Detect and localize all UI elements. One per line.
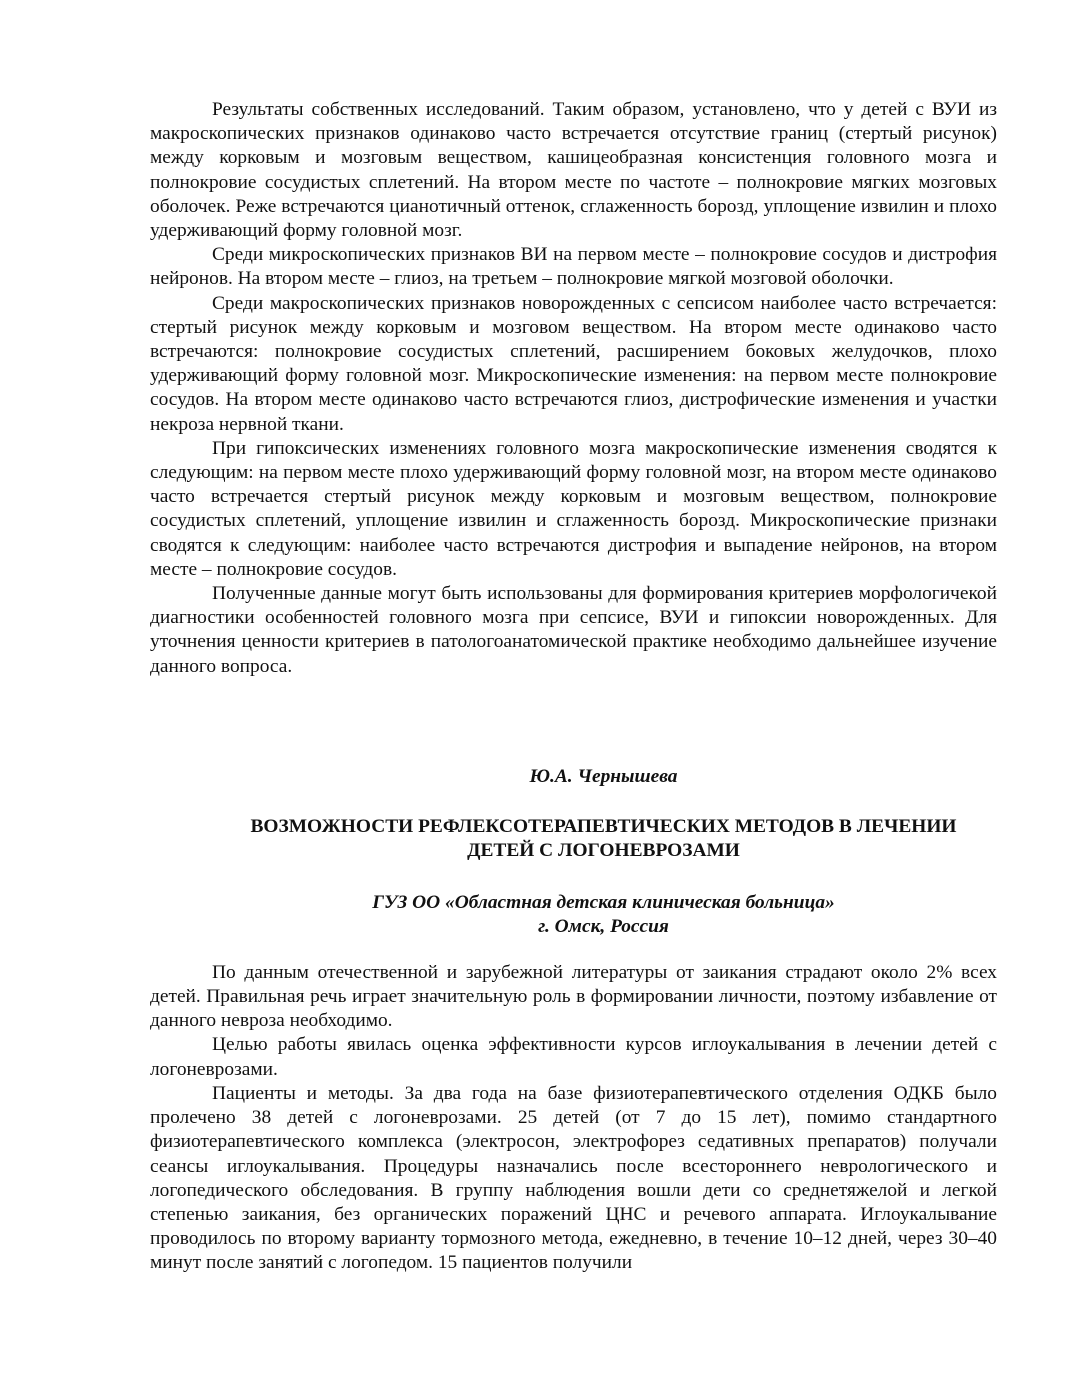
prev-paragraph-1: Результаты собственных исследований. Таким образом, установлено, что у детей с ВУИ из макроскопических признаков одинаково часто встречается отсутствие границ (стертый рисунок) между корковым и мозговым веществом, кашицеобразная консистенция головного мозга и полнокровие сосудистых сплетений. На втором месте по частоте – полнокровие мягких мозговых оболочек. Реже встречаются цианотичный оттенок, сглаженность борозд, уплощение извилин и плохо удерживающий форму головной мозг. xyxy=(150,99,997,242)
article-title-line-1: ВОЗМОЖНОСТИ РЕФЛЕКСОТЕРАПЕВТИЧЕСКИХ МЕТОДОВ В ЛЕЧЕНИИ xyxy=(250,815,957,837)
article-paragraph-1: По данным отечественной и зарубежной литературы от заикания страдают около 2% всех детей. Правильная речь играет значительную роль в формировании личности, поэтому избавление от данного невроза необходимо. xyxy=(150,961,997,1032)
prev-paragraph-2: Среди микроскопических признаков ВИ на первом месте – полнокровие сосудов и дистрофия нейронов. На втором месте – глиоз, на третьем – полнокровие мягкой мозговой оболочки. xyxy=(150,244,997,290)
section-gap xyxy=(150,679,997,765)
header-gap xyxy=(150,939,997,961)
article-title xyxy=(150,815,997,863)
prev-paragraph-3: Среди макроскопических признаков новорожденных с сепсисом наиболее часто встречается: стертый рисунок между корковым и мозговом веществом. На втором месте одинаково часто встречаются: полнокровие сосудистых сплетений, расширением боковых желудочков, плохо удерживающий форму головной мозг. Микроскопические изменения: на первом месте полнокровие сосудов. На втором месте одинаково часто встречаются глиоз, дистрофические изменения и участки некроза нервной ткани. xyxy=(150,292,997,435)
article-paragraph-3: Пациенты и методы. За два года на базе физиотерапевтического отделения ОДКБ было пролечено 38 детей с логоневрозами. 25 детей (от 7 до 15 лет), помимо стандартного физиотерапевтического комплекса (электросон, электрофорез седативных препаратов) получали сеансы иглоукалывания. Процедуры назначались после всестороннего неврологического и логопедического обследования. В группу наблюдения вошли дети со среднетяжелой и легкой степенью заикания, без органических поражений ЦНС и речевого аппарата. Иглоукалывание проводилось по второму варианту тормозного метода, ежедневно, в течение 10–12 дней, через 30–40 минут после занятий с логопедом. 15 пациентов получили xyxy=(150,1082,997,1274)
article-author: Ю.А. Чернышева xyxy=(529,765,678,787)
article-title-line-2: ДЕТЕЙ С ЛОГОНЕВРОЗАМИ xyxy=(467,839,740,861)
article-affiliation xyxy=(150,891,997,939)
affiliation-institution: ГУЗ ОО «Областная детская клиническая больница» xyxy=(372,891,835,913)
article-paragraph-2: Целью работы явилась оценка эффективности курсов иглоукалывания в лечении детей с логоневрозами. xyxy=(150,1034,997,1080)
prev-paragraph-5: Полученные данные могут быть использованы для формирования критериев морфологичекой диагностики особенностей головного мозга при сепсисе, ВУИ и гипоксии новорожденных. Для уточнения ценности критериев в патологоанатомической практике необходимо дальнейшее изучение данного вопроса. xyxy=(150,583,997,677)
prev-paragraph-4: При гипоксических изменениях головного мозга макроскопические изменения сводятся к следующим: на первом месте плохо удерживающий форму головной мозг, на втором месте одинаково часто встречается стертый рисунок между корковым и мозговым веществом, полнокровие сосудистых сплетений, уплощение извилин и сглаженность борозд. Микроскопические признаки сводятся к следующим: наиболее часто встречаются дистрофия и выпадение нейронов, на втором месте – полнокровие сосудов. xyxy=(150,437,997,580)
affiliation-city: г. Омск, Россия xyxy=(538,915,669,937)
document-page xyxy=(150,98,997,1276)
